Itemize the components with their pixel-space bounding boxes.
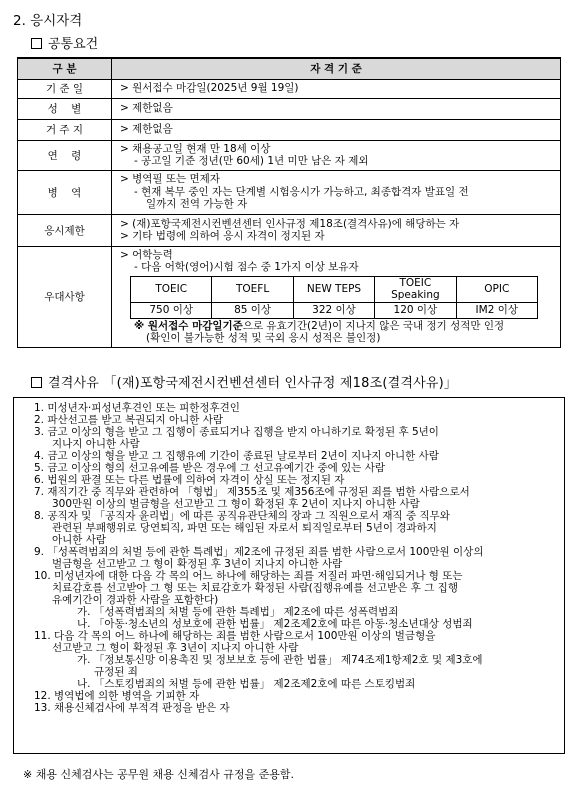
language-score-table: [130, 276, 538, 319]
score-note-bold: ※ 원서접수 마감일기준: [134, 319, 243, 332]
requirements-table: [17, 57, 561, 348]
table-header-row: [18, 58, 561, 79]
list-item: 12. 병역법에 의한 병역을 기피한 자: [34, 690, 200, 702]
checkbox-square-icon: [31, 38, 42, 49]
table-row: [18, 98, 561, 119]
list-item: 9. 「성폭력범죄의 처벌 등에 관한 특례법」제2조에 규정된 죄를 범한 사람으로서 100만원 이상의: [34, 546, 484, 558]
row-text: > 제한없음: [120, 123, 173, 136]
score-note: [120, 320, 554, 333]
section-title: 2. 응시자격: [13, 13, 83, 29]
list-item: 3. 금고 이상의 형을 받고 그 집행이 종료되거나 집행을 받지 아니하기로 확정된 후 5년이: [34, 426, 439, 438]
table-row: [18, 170, 561, 214]
test-score: 120 이상: [375, 302, 456, 318]
list-item-continued: 치료감호를 선고받아 그 형 또는 치료감호가 확정된 사람(집행유예를 선고받은 후 그 집행: [52, 582, 458, 594]
table-row: [18, 119, 561, 140]
list-subitem: 나. 「스토킹범죄의 처벌 등에 관한 법률」 제2조제2호에 따른 스토킹범죄: [77, 678, 416, 690]
list-item: 5. 금고 이상의 형의 선고유예를 받은 경우에 그 선고유예기간 중에 있는 사람: [34, 462, 386, 474]
table-row: [18, 214, 561, 246]
row-text: > 어학능력: [120, 248, 173, 261]
list-subitem: 나. 「아동·청소년의 성보호에 관한 법률」 제2조제2호에 따른 아동·청소년대상 성범죄: [77, 618, 473, 630]
footnote: ※ 채용 신체검사는 공무원 채용 신체검사 규정을 준용함.: [23, 768, 294, 781]
disqualification-list: [13, 397, 565, 754]
list-item: 4. 금고 이상의 형을 받고 그 집행유예 기간이 종료된 날로부터 2년이 지나지 아니한 사람: [34, 450, 439, 462]
header-criteria: 자 격 기 준: [112, 58, 561, 79]
row-label: 거 주 지: [18, 119, 112, 140]
row-text: > 병역필 또는 면제자: [120, 173, 220, 186]
row-text: > (재)포항국제전시컨벤션센터 인사규정 제18조(결격사유)에 해당하는 자: [120, 217, 460, 230]
row-subtext: 일까지 전역 가능한 자: [146, 198, 248, 211]
row-label: 성 별: [18, 98, 112, 119]
test-name: NEW TEPS: [293, 276, 374, 302]
common-requirements-title: 공통요건: [48, 37, 99, 52]
list-item: 2. 파산선고를 받고 복권되지 아니한 사람: [34, 414, 223, 426]
row-text: > 기타 법령에 의하여 응시 자격이 정지된 자: [120, 230, 325, 242]
common-requirements-heading: [31, 33, 98, 52]
row-label: 병 역: [18, 170, 112, 214]
test-name: TOEFL: [212, 276, 293, 302]
score-note-rest: 으로 유효기간(2년)이 지나지 않은 국내 정기 성적만 인정: [242, 319, 505, 332]
test-name: TOEIC: [131, 276, 212, 302]
list-item: 10. 미성년자에 대한 다음 각 목의 어느 하나에 해당하는 죄를 저질러 파면·해임되거나 형 또는: [34, 570, 463, 582]
list-item: 7. 재직기간 중 직무와 관련하여 「형법」 제355조 및 제356조에 규정된 죄를 범한 사람으로서: [34, 486, 470, 498]
test-score: IM2 이상: [456, 302, 537, 318]
list-item: 11. 다음 각 목의 어느 하나에 해당하는 죄를 범한 사람으로서 100만원 이상의 벌금형을: [34, 630, 436, 642]
list-item-continued: 선고받고 그 형이 확정된 후 3년이 지나지 아니한 사람: [52, 642, 299, 654]
list-subitem: 가. 「정보통신망 이용촉진 및 정보보호 등에 관한 법률」 제74조제1항제2호 및 제3호에: [77, 654, 483, 666]
disqualification-heading: [31, 372, 457, 391]
row-subtext: - 현재 복무 중인 자는 단계별 시험응시가 가능하고, 최종합격자 발표일 전: [134, 185, 469, 198]
list-item: 13. 채용신체검사에 부적격 판정을 받은 자: [34, 702, 230, 714]
table-row: [18, 79, 561, 98]
disqualification-title: 결격사유 「(재)포항국제전시컨벤션센터 인사규정 제18조(결격사유)」: [48, 376, 458, 391]
list-subitem: 가. 「성폭력범죄의 처벌 등에 관한 특례법」 제2조에 따른 성폭력범죄: [77, 606, 399, 618]
row-text: > 원서접수 마감일(2025년 9월 19일): [120, 82, 299, 95]
row-text: > 채용공고일 현재 만 18세 이상: [120, 142, 271, 155]
test-score: 750 이상: [131, 302, 212, 318]
score-note-2: (확인이 불가능한 성적 및 국외 응시 성적은 불인정): [146, 332, 381, 344]
row-label: 응시제한: [18, 214, 112, 246]
row-text: > 제한없음: [120, 102, 173, 115]
row-label: 기 준 일: [18, 79, 112, 98]
list-item: 1. 미성년자·피성년후견인 또는 피한정후견인: [34, 402, 240, 414]
test-score: 322 이상: [293, 302, 374, 318]
list-item-continued: 유예기간이 경과한 사람을 포함한다): [52, 594, 219, 606]
list-item: 6. 법원의 판결 또는 다른 법률에 의하여 자격이 상실 또는 정지된 자: [34, 474, 345, 486]
list-item-continued: 지나지 아니한 사람: [52, 438, 140, 450]
row-label: 연 령: [18, 140, 112, 170]
list-item: 8. 공직자 및 「공직자 윤리법」에 따른 공직유관단체의 장과 그 직원으로서 재직 중 직무와: [34, 510, 450, 522]
checkbox-square-icon: [31, 377, 42, 388]
list-item-continued: 아니한 사람: [52, 534, 107, 546]
row-subtext: - 다음 어학(영어)시험 점수 중 1가지 이상 보유자: [134, 261, 359, 273]
list-item-continued: 벌금형을 선고받고 그 형이 확정된 후 3년이 지나지 아니한 사람: [52, 558, 343, 570]
test-name: TOEIC Speaking: [375, 276, 456, 302]
row-label: 우대사항: [18, 246, 112, 347]
row-subtext: - 공고일 기준 정년(만 60세) 1년 미만 남은 자 제외: [134, 155, 369, 167]
test-name: OPIC: [456, 276, 537, 302]
header-category: 구 분: [18, 58, 112, 79]
table-row: [18, 140, 561, 170]
list-item-continued: 300만원 이상의 벌금형을 선고받고 그 형이 확정된 후 2년이 지나지 아니한 사람: [52, 498, 420, 510]
list-item-continued: 관련된 부패행위로 당연퇴직, 파면 또는 해임된 자로서 퇴직일로부터 5년이 경과하지: [52, 522, 437, 534]
table-row: [18, 246, 561, 347]
list-subitem-continued: 규정된 죄: [94, 666, 138, 678]
test-score: 85 이상: [212, 302, 293, 318]
